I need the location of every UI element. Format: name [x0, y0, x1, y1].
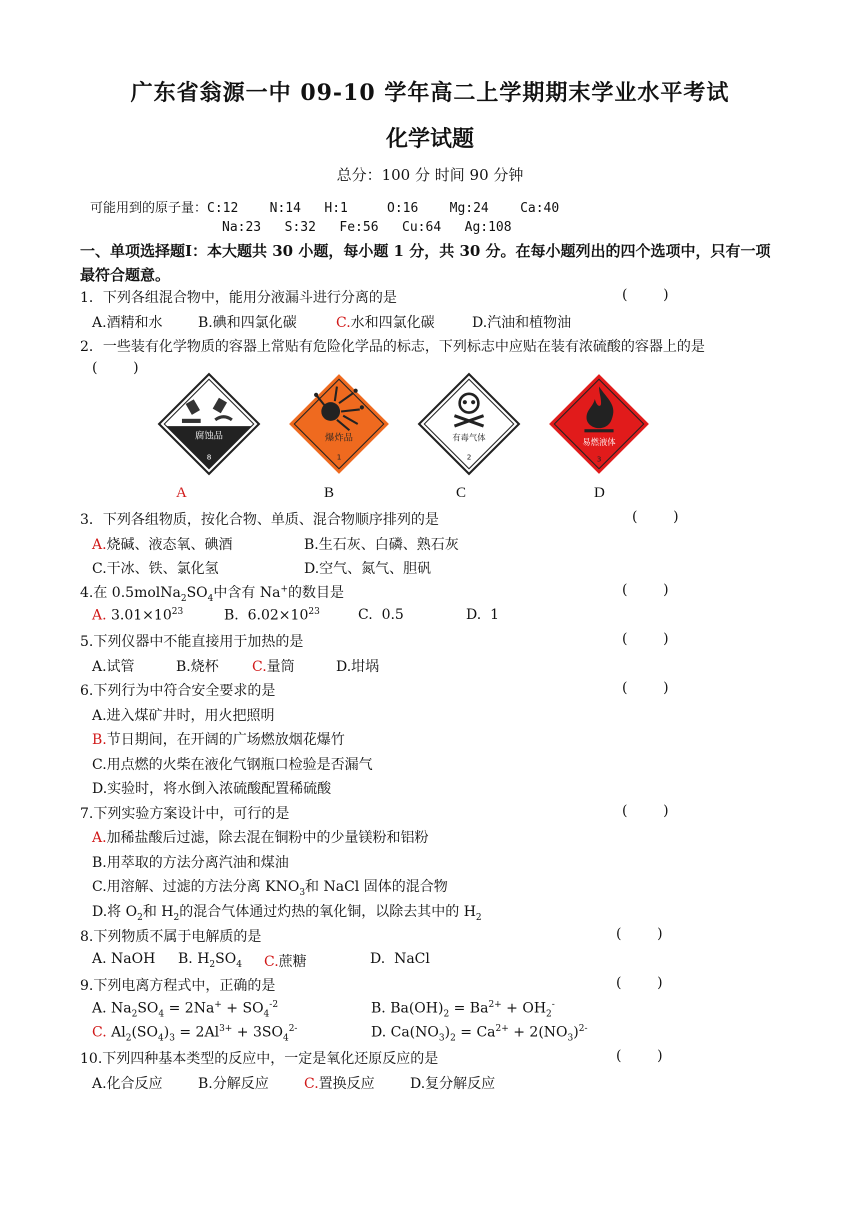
q10-option-b: B.分解反应: [198, 1076, 269, 1092]
atomic-mass-line-2: Na:23 S:32 Fe:56 Cu:64 Ag:108: [222, 220, 512, 235]
question-8-stem: 8.下列物质不属于电解质的是: [80, 929, 262, 945]
q10-option-d: D.复分解反应: [410, 1076, 496, 1092]
answer-paren: ( ): [622, 582, 669, 598]
question-1-stem: 1．下列各组混合物中，能用分液漏斗进行分离的是: [80, 290, 397, 306]
answer-paren: ( ): [622, 287, 669, 303]
toxic-gas-sign-icon: [417, 372, 521, 476]
q4-option-b: B. $6.02\times 10^{23}$: [224, 607, 320, 624]
corrosive-sign-icon: [157, 372, 261, 476]
q10-option-a: A.化合反应: [92, 1076, 163, 1092]
q3-option-d: D.空气、氮气、胆矾: [304, 561, 432, 577]
q3-option-c: C.干冰、铁、氯化氢: [92, 561, 219, 577]
sign-label-d: D: [594, 485, 605, 501]
q3-option-b: B.生石灰、白磷、熟石灰: [304, 537, 459, 553]
svg-text:2: 2: [466, 452, 472, 462]
q8-option-c: C.蔗糖: [264, 954, 307, 970]
answer-paren: ( ): [632, 509, 679, 525]
answer-paren: ( ): [616, 926, 663, 942]
q8-option-a: A. NaOH: [92, 951, 156, 967]
svg-text:有毒气体: 有毒气体: [452, 432, 486, 443]
sign-label-b: B: [324, 485, 335, 501]
svg-text:8: 8: [206, 452, 212, 462]
q9-option-a: A. $Na_2SO_4 = 2Na^+ + SO_4^{-2}$: [92, 1000, 279, 1020]
q4-option-a: A. $3.01\times 10^{23}$: [92, 607, 184, 624]
question-3-stem: 3．下列各组物质，按化合物、单质、混合物顺序排列的是: [80, 512, 439, 528]
answer-paren: ( ): [622, 803, 669, 819]
q9-option-d: D. $Ca(NO_3)_2 = Ca^{2+} + 2(NO_3)^{2-}$: [371, 1024, 588, 1044]
q1-option-c: C.水和四氯化碳: [336, 315, 435, 331]
question-4-stem: 4.在 $0.5molNa_2SO_4$中含有 Na+的数目是: [80, 584, 344, 604]
svg-text:爆炸品: 爆炸品: [324, 432, 354, 444]
q7-option-a: A.加稀盐酸后过滤，除去混在铜粉中的少量镁粉和铝粉: [92, 830, 429, 846]
question-5-stem: 5.下列仪器中不能直接用于加热的是: [80, 634, 304, 650]
q1-option-b: B.碘和四氯化碳: [198, 315, 297, 331]
answer-paren: ( ): [622, 680, 669, 696]
q7-option-d: D.将 $O_2$和 $H_2$的混合气体通过灼热的氧化铜，以除去其中的 $H_2$: [92, 904, 482, 923]
question-10-stem: 10.下列四种基本类型的反应中，一定是氧化还原反应的是: [80, 1051, 439, 1067]
q4-option-c: C. 0.5: [358, 607, 404, 623]
q1-option-a: A.酒精和水: [92, 315, 163, 331]
explosive-sign-icon: [287, 372, 391, 476]
svg-text:1: 1: [336, 452, 342, 462]
q5-option-b: B.烧杯: [176, 659, 219, 675]
q5-option-a: A.试管: [92, 659, 135, 675]
exam-subtitle: 化学试题: [385, 126, 474, 152]
sign-label-a: A: [176, 485, 187, 501]
q7-option-b: B.用萃取的方法分离汽油和煤油: [92, 855, 289, 871]
q8-option-d: D. NaCl: [370, 951, 430, 967]
svg-text:腐蚀品: 腐蚀品: [194, 430, 224, 442]
q6-option-a: A.进入煤矿井时，用火把照明: [92, 708, 275, 724]
q3-option-a: A.烧碱、液态氧、碘酒: [92, 537, 233, 553]
answer-paren: ( ): [622, 631, 669, 647]
q9-option-b: B. $Ba(OH)_2 = Ba^{2+} + OH_2^-$: [371, 1000, 555, 1020]
q7-option-c: C.用溶解、过滤的方法分离 $KNO_3$和 NaCl 固体的混合物: [92, 879, 448, 898]
sign-label-c: C: [456, 485, 467, 501]
q8-option-b: B. $H_2SO_4$: [178, 951, 242, 970]
section-heading: 一、单项选择题Ⅰ：本大题共 30 小题，每小题 1 分，共 30 分。在每小题列出的四个选项中，只有一项最符合题意。: [80, 242, 771, 284]
q6-option-c: C.用点燃的火柴在液化气钢瓶口检验是否漏气: [92, 757, 373, 773]
atomic-mass-line-1: 可能用到的原子量：C:12 N:14 H:1 O:16 Mg:24 Ca:40: [90, 201, 560, 216]
answer-paren: ( ): [92, 360, 139, 376]
q6-option-b: B.节日期间，在开阔的广场燃放烟花爆竹: [92, 732, 345, 748]
svg-text:3: 3: [596, 454, 602, 464]
exam-meta: 总分：100 分 时间 90 分钟: [336, 166, 524, 184]
question-7-stem: 7.下列实验方案设计中，可行的是: [80, 806, 290, 822]
q9-option-c: C. $Al_2(SO_4)_3 = 2Al^{3+} + 3SO_4^{2-}$: [92, 1024, 298, 1044]
q5-option-d: D.坩埚: [336, 659, 380, 675]
question-6-stem: 6.下列行为中符合安全要求的是: [80, 683, 276, 699]
q10-option-c: C.置换反应: [304, 1076, 375, 1092]
q5-option-c: C.量筒: [252, 659, 295, 675]
answer-paren: ( ): [616, 1048, 663, 1064]
flammable-liquid-sign-icon: [547, 372, 651, 476]
question-9-stem: 9.下列电离方程式中，正确的是: [80, 978, 276, 994]
svg-text:易燃液体: 易燃液体: [582, 436, 616, 447]
q6-option-d: D.实验时，将水倒入浓硫酸配置稀硫酸: [92, 781, 332, 797]
answer-paren: ( ): [616, 975, 663, 991]
q1-option-d: D.汽油和植物油: [472, 315, 572, 331]
q4-option-d: D. 1: [466, 607, 499, 623]
exam-title: 广东省翁源一中 09-10 学年高二上学期期末学业水平考试: [130, 80, 730, 106]
question-2-stem: 2．一些装有化学物质的容器上常贴有危险化学品的标志，下列标志中应贴在装有浓硫酸的容器上的是: [80, 339, 705, 355]
